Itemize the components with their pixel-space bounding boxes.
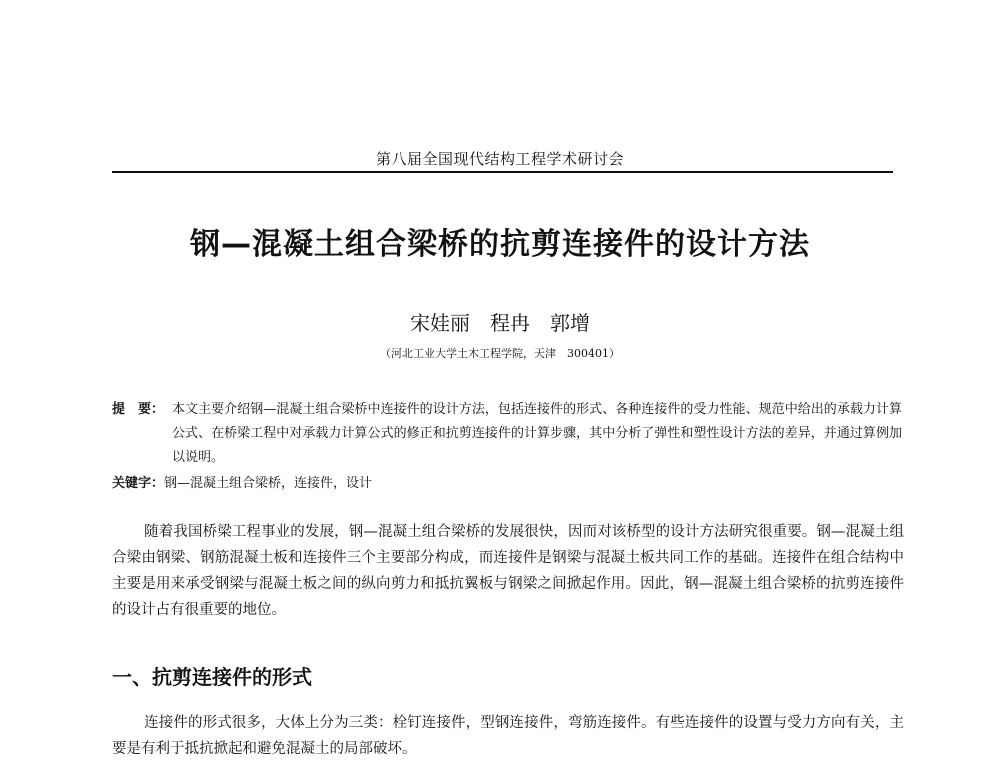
abstract-block xyxy=(112,398,902,470)
paper-authors: 宋娃丽 程冉 郭增 xyxy=(410,311,590,335)
keywords-block xyxy=(112,473,902,495)
conference-header: 第八届全国现代结构工程学术研讨会 xyxy=(375,150,624,168)
author-affiliation: （河北工业大学土木工程学院，天津 300401） xyxy=(380,347,620,360)
header-rule xyxy=(112,171,893,173)
intro-paragraph-block xyxy=(112,519,904,623)
abstract-label: 提 要： xyxy=(112,402,165,417)
paper-title: 钢—混凝土组合梁桥的抗剪连接件的设计方法 xyxy=(190,227,810,262)
section1-paragraph: 连接件的形式很多，大体上分为三类：栓钉连接件，型钢连接件，弯筋连接件。有些连接件的设置与受力方向有关，主要是有利于抵抗掀起和避免混凝土的局部破坏。 xyxy=(112,715,904,757)
abstract-text: 本文主要介绍钢—混凝土组合梁桥中连接件的设计方法，包括连接件的形式、各种连接件的受力性能、规范中给出的承载力计算公式、在桥梁工程中对承载力计算公式的修正和抗剪连接件的计算步骤，其中分析了弹性和塑性设计方法的差异，并通过算例加以说明。 xyxy=(172,402,902,465)
keywords-text: 钢—混凝土组合梁桥，连接件，设计 xyxy=(164,476,373,491)
keywords-label: 关键字： xyxy=(112,476,165,491)
section-heading: 一、抗剪连接件的形式 xyxy=(112,665,312,689)
intro-paragraph: 随着我国桥梁工程事业的发展，钢—混凝土组合梁桥的发展很快，因而对该桥型的设计方法研究很重要。钢—混凝土组合梁由钢梁、钢筋混凝土板和连接件三个主要部分构成，而连接件是钢梁与混凝土板共同工作的基础。连接件在组合结构中主要是用来承受钢梁与混凝土板之间的纵向剪力和抵抗翼板与钢梁之间掀起作用。因此，钢—混凝土组合梁桥的抗剪连接件的设计占有很重要的地位。 xyxy=(112,524,904,618)
section1-paragraph-block xyxy=(112,710,904,762)
